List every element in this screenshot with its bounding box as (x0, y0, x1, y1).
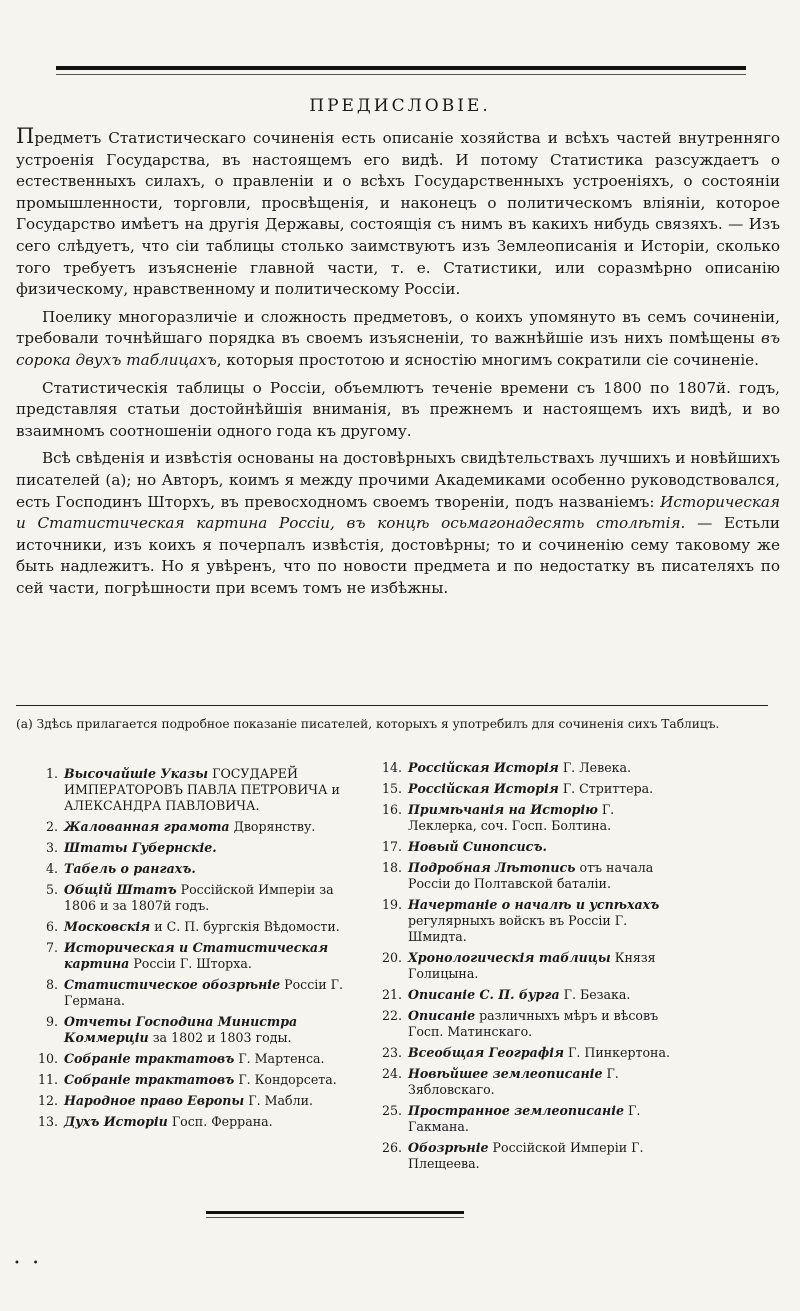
sources-column-right (380, 760, 680, 1177)
source-text (64, 1014, 364, 1046)
source-entry (36, 882, 364, 914)
source-text (64, 766, 364, 814)
source-detail: Россіи Г. Германа. (64, 977, 344, 1008)
paragraph-text: Статистическія таблицы о Россіи, объемлютъ теченіе времени съ 1800 по 1807й. годъ, представляя статьи достойнѣйшія вниманія, въ прежнемъ и настоящемъ ихъ видѣ, и во взаимномъ соотношеніи одного года къ другому. (16, 378, 780, 440)
source-detail: отъ начала Россіи до Полтавской баталіи. (408, 860, 654, 891)
source-title: Пространное землеописаніе (408, 1103, 624, 1118)
source-detail: Г. Мабли. (244, 1093, 313, 1108)
source-number: 25. (381, 1103, 402, 1118)
source-entry (36, 861, 364, 877)
source-number: 3. (45, 840, 58, 855)
page-title: ПРЕДИСЛОВІЕ. (309, 96, 491, 116)
source-entry (36, 819, 364, 835)
paragraph-text: Поелику многоразличіе и сложность предметовъ, о коихъ упомянуто въ семъ сочиненіи, требовали точнѣйшаго порядка въ своемъ изъясненіи, то важнѣйшіе изъ нихъ помѣщены (16, 307, 780, 348)
source-entry (380, 987, 680, 1003)
source-number: 7. (45, 940, 58, 955)
sources-list (36, 760, 780, 1177)
source-title: Жалованная грамота (64, 819, 230, 834)
source-text (64, 1072, 364, 1088)
source-entry (36, 840, 364, 856)
source-text (64, 861, 364, 877)
source-number: 13. (37, 1114, 58, 1129)
source-detail: Г. Зябловскаго. (408, 1066, 619, 1097)
source-text (64, 819, 364, 835)
source-entry (380, 950, 680, 982)
source-detail: и С. П. бургскія Вѣдомости. (150, 919, 340, 934)
source-number: 9. (45, 1014, 58, 1029)
paragraph-2 (16, 307, 780, 372)
source-number: 23. (381, 1045, 402, 1060)
source-title: Описаніе С. П. бурга (408, 987, 560, 1002)
source-text (408, 781, 680, 797)
source-detail: Г. Пинкертона. (564, 1045, 670, 1060)
source-text (408, 1066, 680, 1098)
margin-dots: • • (14, 1258, 39, 1269)
top-rule-thin (56, 74, 746, 75)
emphasis-text: Историческая и Статистическая картина Россіи, въ концѣ осьмагонадесять столѣтія. (16, 492, 780, 533)
sources-column-left (36, 766, 364, 1177)
source-text (64, 840, 364, 856)
source-title: Историческая и Статистическая картина (64, 940, 329, 971)
source-entry (36, 1014, 364, 1046)
source-number: 24. (381, 1066, 402, 1081)
source-title: Штаты Губернскіе. (64, 840, 217, 855)
source-text (408, 987, 680, 1003)
source-entry (380, 1066, 680, 1098)
source-entry (380, 860, 680, 892)
source-number: 21. (381, 987, 402, 1002)
source-title: Новѣйшее землеописаніе (408, 1066, 603, 1081)
source-detail: Россійской Имперіи Г. Плещеева. (408, 1140, 644, 1171)
source-entry (36, 766, 364, 814)
source-title: Духъ Исторіи (64, 1114, 168, 1129)
source-number: 19. (381, 897, 402, 912)
source-text (64, 1051, 364, 1067)
source-detail: Г. Гакмана. (408, 1103, 641, 1134)
source-text (64, 1093, 364, 1109)
source-number: 4. (45, 861, 58, 876)
source-detail: Г. Леклерка, соч. Госп. Болтина. (408, 802, 615, 833)
source-title: Обозрѣніе (408, 1140, 489, 1155)
source-detail: различныхъ мѣръ и вѣсовъ Госп. Матинскаго. (408, 1008, 659, 1039)
bottom-rule-thin (206, 1217, 464, 1218)
paragraph-text: , которыя простотою и ясностію многимъ сократили сіе сочиненіе. (216, 350, 759, 369)
source-entry (36, 1114, 364, 1130)
source-detail: Россійской Имперіи за 1806 и за 1807й годъ. (64, 882, 334, 913)
top-rule (56, 66, 746, 70)
source-entry (380, 802, 680, 834)
source-entry (380, 760, 680, 776)
source-number: 2. (45, 819, 58, 834)
source-entry (36, 1093, 364, 1109)
source-detail: Князя Голицына. (408, 950, 656, 981)
source-entry (380, 1008, 680, 1040)
source-detail: Г. Кондорсета. (234, 1072, 337, 1087)
source-number: 26. (381, 1140, 402, 1155)
source-number: 6. (45, 919, 58, 934)
source-text (408, 1103, 680, 1135)
preface-body (16, 126, 780, 605)
footnote (16, 716, 776, 732)
source-text (408, 897, 680, 945)
source-title: Высочайшіе Указы (64, 766, 209, 781)
source-title: Описаніе (408, 1008, 476, 1023)
source-text (408, 1045, 680, 1061)
drop-cap: П (16, 124, 35, 148)
source-title: Россійская Исторія (408, 760, 559, 775)
source-title: Статистическое обозрѣніе (64, 977, 281, 992)
source-detail: Госп. Феррана. (167, 1114, 273, 1129)
emphasis-text: въ сорока двухъ таблицахъ (16, 329, 780, 369)
source-entry (36, 1051, 364, 1067)
source-text (64, 940, 364, 972)
source-title: Московскія (64, 919, 151, 934)
paragraph-text: редметъ Статистическаго сочиненія есть описаніе хозяйства и всѣхъ частей внутренняго устроенія Государства, въ настоящемъ его видѣ. И потому Статистика разсуждаетъ о естественныхъ силахъ, о правленіи и о всѣхъ Государственныхъ устроеніяхъ, о состояніи промышленности, торговли, просвѣщенія, и наконецъ о политическомъ вліяніи, которое Государство имѣетъ на другія Державы, состоящія съ нимъ въ какихъ нибудь связяхъ. — Изъ сего слѣдуетъ, что сіи таблицы столько заимствуютъ изъ Землеописанія и Исторіи, сколько того требуетъ изъясненіе главной части, т. е. Статистики, или соразмѣрно описанію физическому, нравственному и политическому Россіи. (16, 129, 780, 299)
source-text (408, 802, 680, 834)
source-title: Собраніе трактатовъ (64, 1072, 235, 1087)
source-title: Россійская Исторія (408, 781, 559, 796)
source-detail: ГОСУДАРЕЙ ИМПЕРАТОРОВЪ ПАВЛА ПЕТРОВИЧА и АЛЕКСАНДРА ПАВЛОВИЧА. (64, 766, 340, 813)
bottom-rule (206, 1211, 464, 1214)
source-number: 11. (37, 1072, 58, 1087)
paragraph-3 (16, 378, 780, 443)
source-title: Народное право Европы (64, 1093, 245, 1108)
paragraph-1 (16, 126, 780, 301)
source-title: Примѣчанія на Исторію (408, 802, 598, 817)
source-detail: Г. Стриттера. (558, 781, 654, 796)
source-entry (36, 977, 364, 1009)
source-title: Отчеты Господина Министра Коммерціи (64, 1014, 298, 1045)
source-number: 5. (45, 882, 58, 897)
source-text (408, 1140, 680, 1172)
source-number: 18. (381, 860, 402, 875)
source-detail: Россіи Г. Шторха. (129, 956, 252, 971)
source-text (64, 919, 364, 935)
source-detail: Г. Левека. (558, 760, 632, 775)
source-title: Новый Синопсисъ. (408, 839, 547, 854)
source-entry (36, 919, 364, 935)
source-entry (380, 781, 680, 797)
source-number: 15. (381, 781, 402, 796)
source-number: 20. (381, 950, 402, 965)
source-text (408, 860, 680, 892)
source-entry (380, 897, 680, 945)
source-entry (380, 1103, 680, 1135)
source-entry (380, 1045, 680, 1061)
source-title: Собраніе трактатовъ (64, 1051, 235, 1066)
source-entry (36, 940, 364, 972)
source-text (64, 977, 364, 1009)
source-entry (36, 1072, 364, 1088)
source-text (408, 760, 680, 776)
source-number: 14. (381, 760, 402, 775)
source-title: Всеобщая Географія (408, 1045, 564, 1060)
source-title: Табель о рангахъ. (64, 861, 196, 876)
source-detail: Г. Мартенса. (234, 1051, 325, 1066)
source-number: 10. (37, 1051, 58, 1066)
source-title: Общій Штатъ (64, 882, 177, 897)
source-text (408, 1008, 680, 1040)
source-number: 22. (381, 1008, 402, 1023)
source-entry (380, 1140, 680, 1172)
source-detail: за 1802 и 1803 годы. (148, 1030, 292, 1045)
paragraph-text: Всѣ свѣденія и извѣстія основаны на достовѣрныхъ свидѣтельствахъ лучшихъ и новѣйшихъ писателей (а); но Авторъ, коимъ я между прочими Академиками особенно руководствовался, есть Господинъ Шторхъ, въ превосходномъ своемъ твореніи, подъ названіемъ: (16, 449, 780, 511)
source-title: Начертаніе о началѣ и успѣхахъ (408, 897, 660, 912)
footnote-divider (16, 705, 768, 706)
source-number: 16. (381, 802, 402, 817)
source-text (64, 1114, 364, 1130)
source-detail: Дворянству. (229, 819, 316, 834)
source-text (408, 950, 680, 982)
source-detail: регулярныхъ войскъ въ Россіи Г. Шмидта. (408, 913, 628, 944)
source-number: 12. (37, 1093, 58, 1108)
source-number: 1. (45, 766, 58, 781)
paragraph-4 (16, 448, 780, 599)
source-number: 17. (381, 839, 402, 854)
footnote-text: (а) Здѣсь прилагается подробное показаніе писателей, которыхъ я употребилъ для сочиненія сихъ Таблицъ. (16, 717, 720, 731)
source-title: Хронологическія таблицы (408, 950, 611, 965)
paragraph-text: — Естьли источники, изъ коихъ я почерпалъ извѣстія, достовѣрны; то и сочиненію сему таковому же быть надлежитъ. Но я увѣренъ, что по новости предмета и по недостатку въ писателяхъ по сей части, погрѣшности при всемъ томъ не избѣжны. (16, 514, 780, 597)
source-number: 8. (45, 977, 58, 992)
source-text (408, 839, 680, 855)
source-title: Подробная Лѣтопись (408, 860, 576, 875)
source-detail: Г. Безака. (559, 987, 631, 1002)
source-entry (380, 839, 680, 855)
source-text (64, 882, 364, 914)
